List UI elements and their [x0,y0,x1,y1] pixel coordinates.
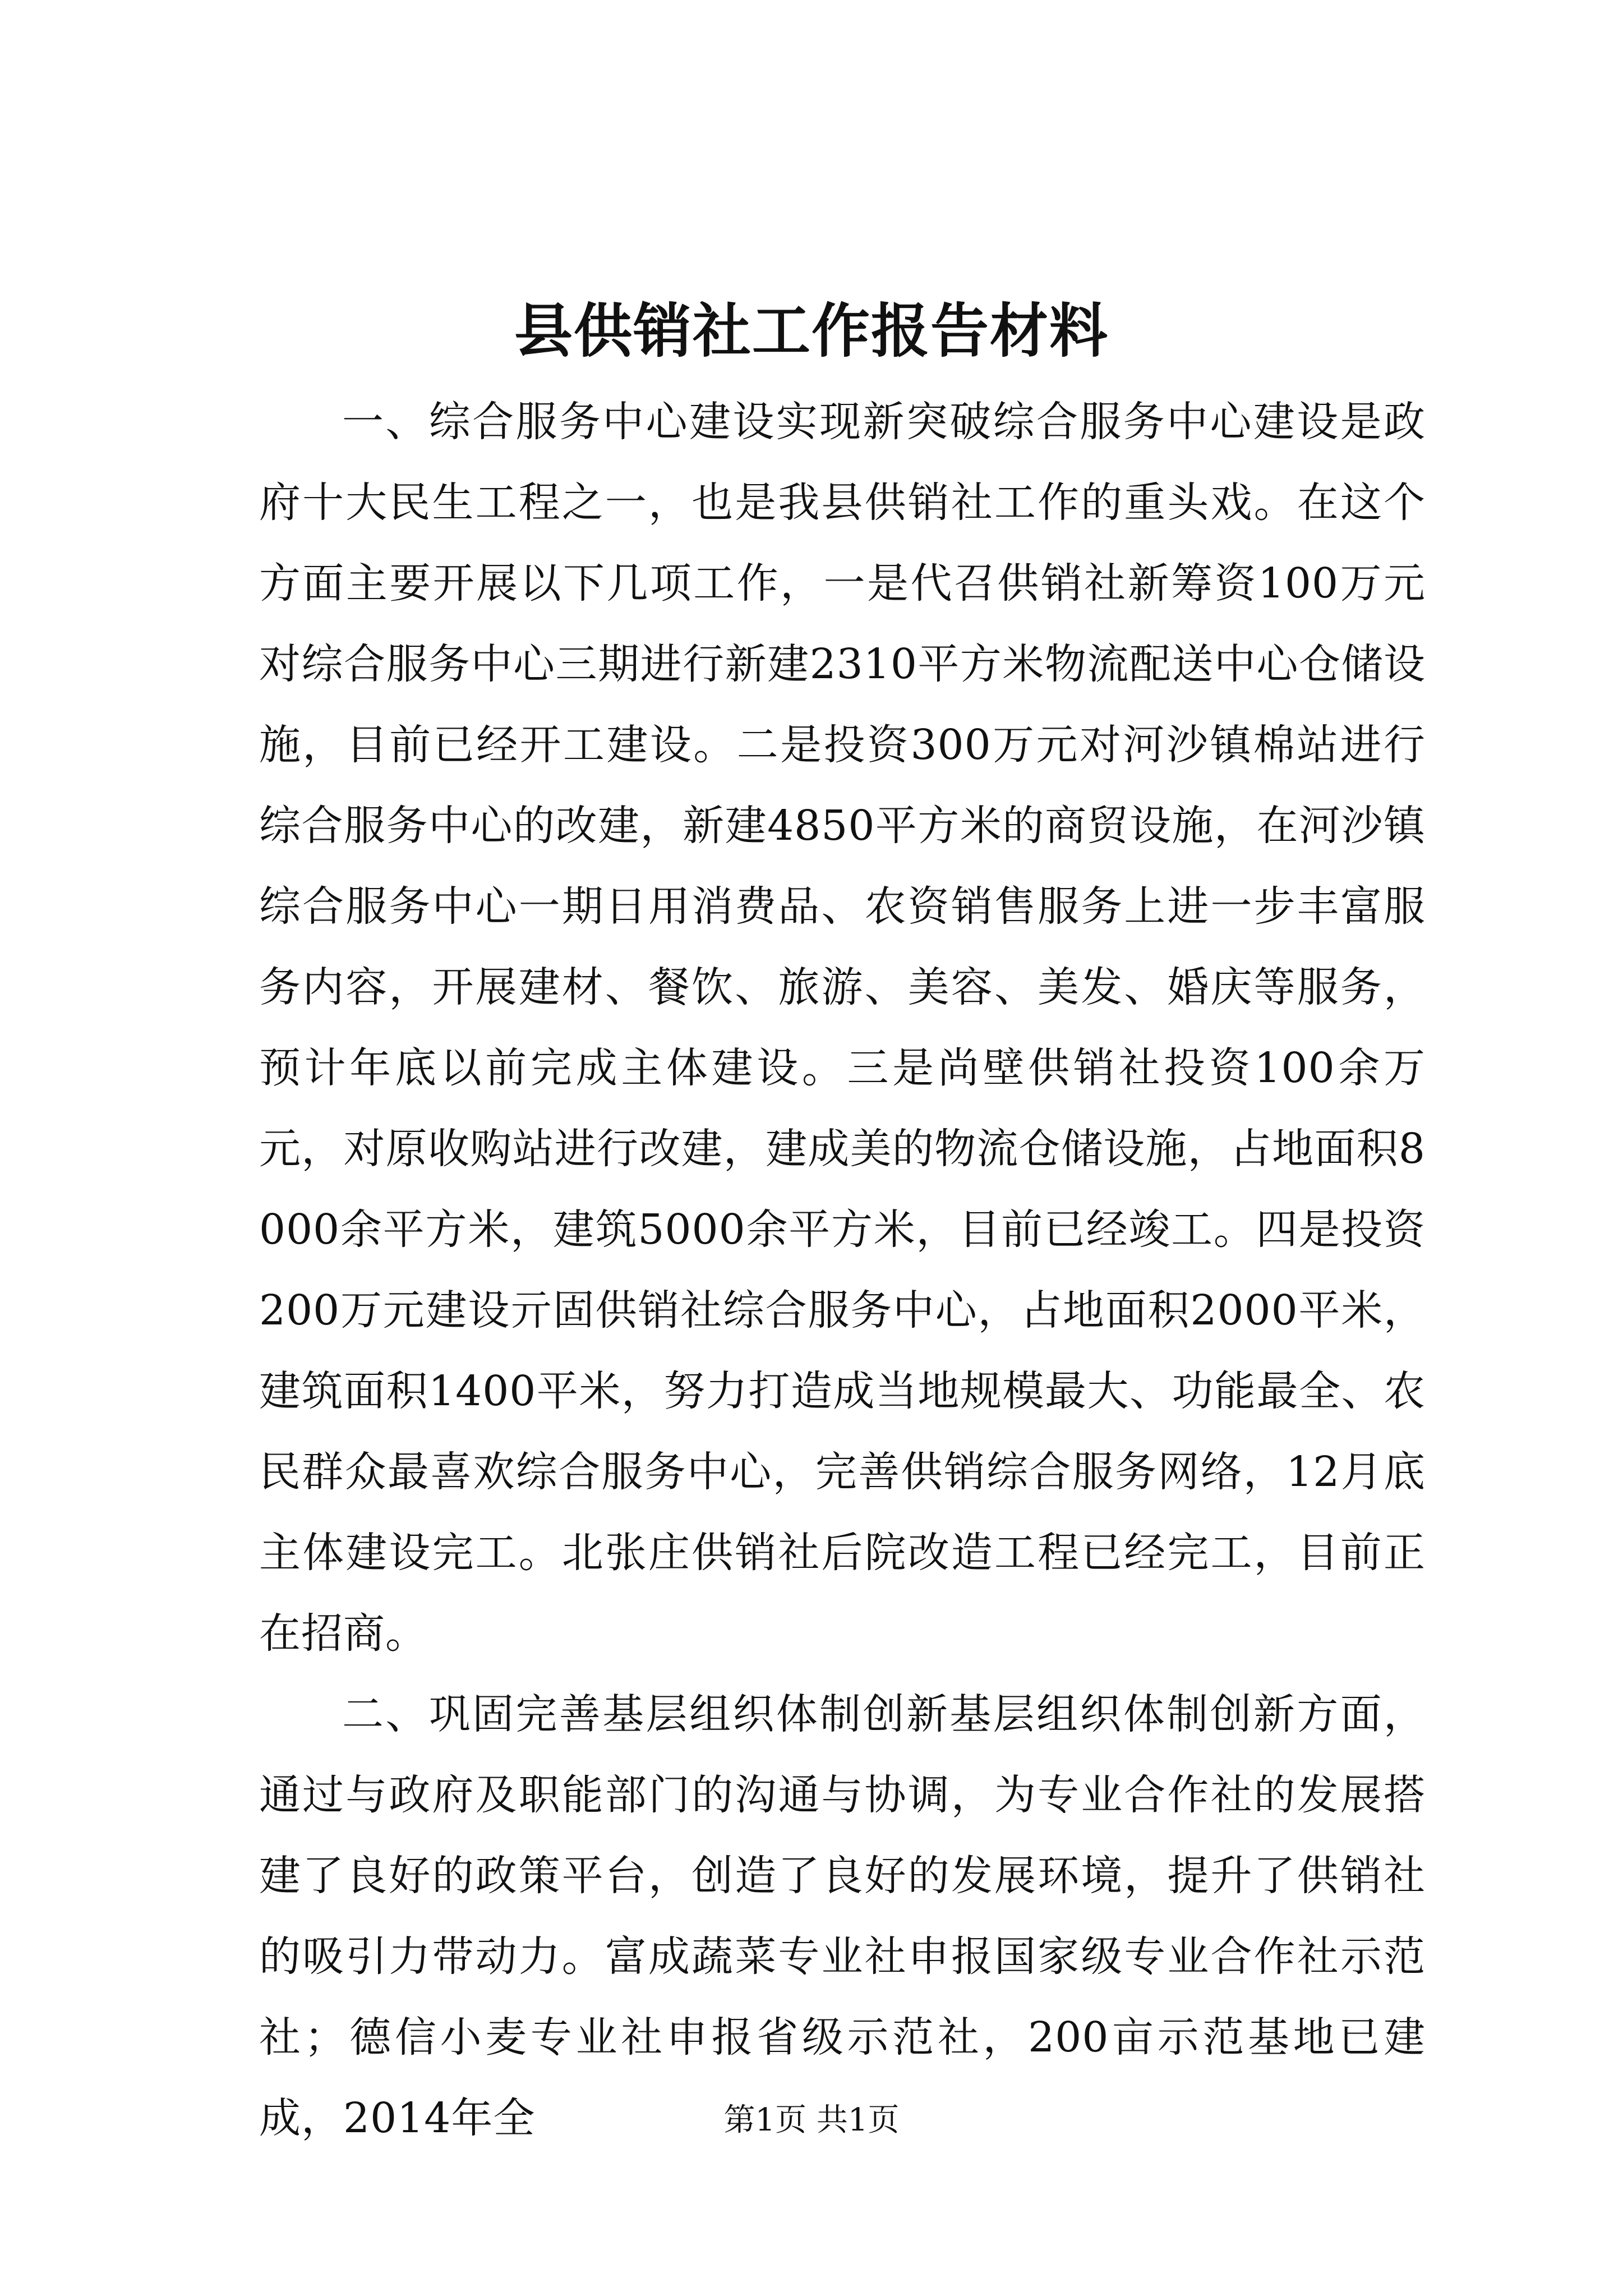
page-number-footer: 第1页 共1页 [723,2102,900,2138]
document-title: 县供销社工作报告材料 [514,296,1109,365]
document-body [259,381,1426,2159]
paragraph-2: 二、巩固完善基层组织体制创新基层组织体制创新方面，通过与政府及职能部门的沟通与协调，为专业合作社的发展搭建了良好的政策平台，创造了良好的发展环境，提升了供销社的吸引力带动力。富成蔬菜专业社申报国家级专业合作社示范社；德信小麦专业社申报省级示范社，200亩示范基地已建成，2014年全 [259,1690,1426,2142]
paragraph-1: 一、综合服务中心建设实现新突破综合服务中心建设是政府十大民生工程之一，也是我县供销社工作的重头戏。在这个方面主要开展以下几项工作，一是代召供销社新筹资100万元对综合服务中心三期进行新建2310平方米物流配送中心仓储设施，目前已经开工建设。二是投资300万元对河沙镇棉站进行综合服务中心的改建，新建4850平方米的商贸设施，在河沙镇综合服务中心一期日用消费品、农资销售服务上进一步丰富服务内容，开展建材、餐饮、旅游、美容、美发、婚庆等服务，预计年底以前完成主体建设。三是尚壁供销社投资100余万元，对原收购站进行改建，建成美的物流仓储设施，占地面积8000余平方米，建筑5000余平方米，目前已经竣工。四是投资200万元建设亓固供销社综合服务中心，占地面积2000平米，建筑面积1400平米，努力打造成当地规模最大、功能最全、农民群众最喜欢综合服务中心，完善供销综合服务网络，12月底主体建设完工。北张庄供销社后院改造工程已经完工，目前正在招商。 [259,398,1426,1658]
